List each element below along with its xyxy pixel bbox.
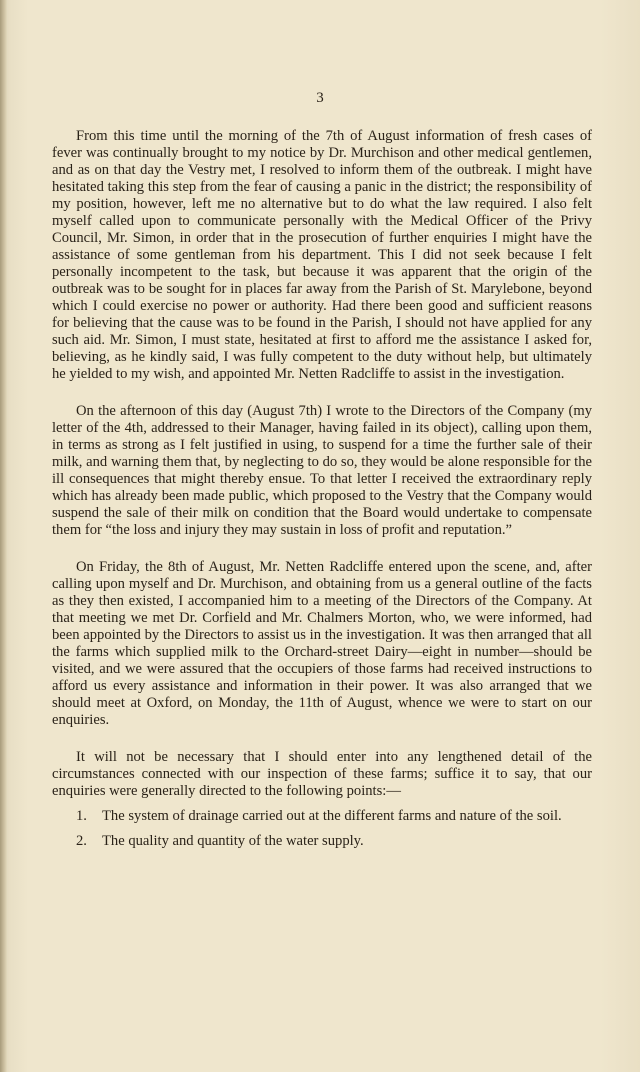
list-item-number: 2. (76, 833, 87, 849)
list-item-text: The system of drainage carried out at the different farms and nature of the soil. (102, 808, 562, 824)
list-item-number: 1. (76, 808, 87, 824)
paragraph-3: On Friday, the 8th of August, Mr. Netten Radcliffe entered upon the scene, and, after calling upon myself and Dr. Murchison, and obtaining from us a general outline of the facts as they then existed, I accompanied him to a meeting of the Directors of the Company. At that meeting we met Dr. Corfield and Mr. Chalmers Morton, who, we were informed, had been appointed by the Directors to assist us in the investigation. It was then arranged that all the farms which supplied milk to the Orchard-street Dairy—eight in number—should be visited, and we were assured that the occupiers of those farms had received instructions to afford us every assistance and information in their power. It was also arranged that we should meet at Oxford, on Monday, the 11th of August, whence we were to start on our enquiries. (52, 559, 592, 728)
page-spine-shadow (0, 0, 7, 1072)
list-item-text: The quality and quantity of the water supply. (102, 833, 364, 849)
page-number: 3 (316, 90, 324, 106)
list-item (52, 833, 592, 850)
body-text (52, 128, 592, 850)
paragraph-1: From this time until the morning of the 7th of August information of fresh cases of fever was continually brought to my notice by Dr. Murchison and other medical gentlemen, and as on that day the Vestry met, I resolved to inform them of the outbreak. I might have hesitated taking this step from the fear of causing a panic in the district; the responsibility of my position, however, left me no alternative but to do what the law required. I also felt myself called upon to communicate personally with the Medical Officer of the Privy Council, Mr. Simon, in order that in the prosecution of further enquiries I might have the assistance of some gentleman from his department. This I did not seek because I felt personally incompetent to the task, but because it was apparent that the origin of the outbreak was to be sought for in places far away from the Parish of St. Marylebone, beyond which I could exercise no power or authority. Had there been good and sufficient reasons for believing that the cause was to be found in the Parish, I should not have applied for any such aid. Mr. Simon, I must state, hesitated at first to afford me the assistance I asked for, believing, as he kindly said, I was fully competent to the duty without help, but ultimately he yielded to my wish, and appointed Mr. Netten Radcliffe to assist in the investigation. (52, 128, 592, 382)
list-item (52, 808, 592, 825)
paragraph-4: It will not be necessary that I should enter into any lengthened detail of the circumstances connected with our inspection of these farms; suffice it to say, that our enquiries were generally directed to the following points:— (52, 749, 592, 799)
paragraph-2: On the afternoon of this day (August 7th) I wrote to the Directors of the Company (my letter of the 4th, addressed to their Manager, having failed in its object), calling upon them, in terms as strong as I felt justified in using, to suspend for a time the further sale of their milk, and warning them that, by neglecting to do so, they would be alone responsible for the ill consequences that might thereby ensue. To that letter I received the extraordinary reply which has already been made public, which proposed to the Vestry that the Company would suspend the sale of their milk on condition that the Board would undertake to compensate them for “the loss and injury they may sustain in loss of profit and reputation.” (52, 403, 592, 538)
